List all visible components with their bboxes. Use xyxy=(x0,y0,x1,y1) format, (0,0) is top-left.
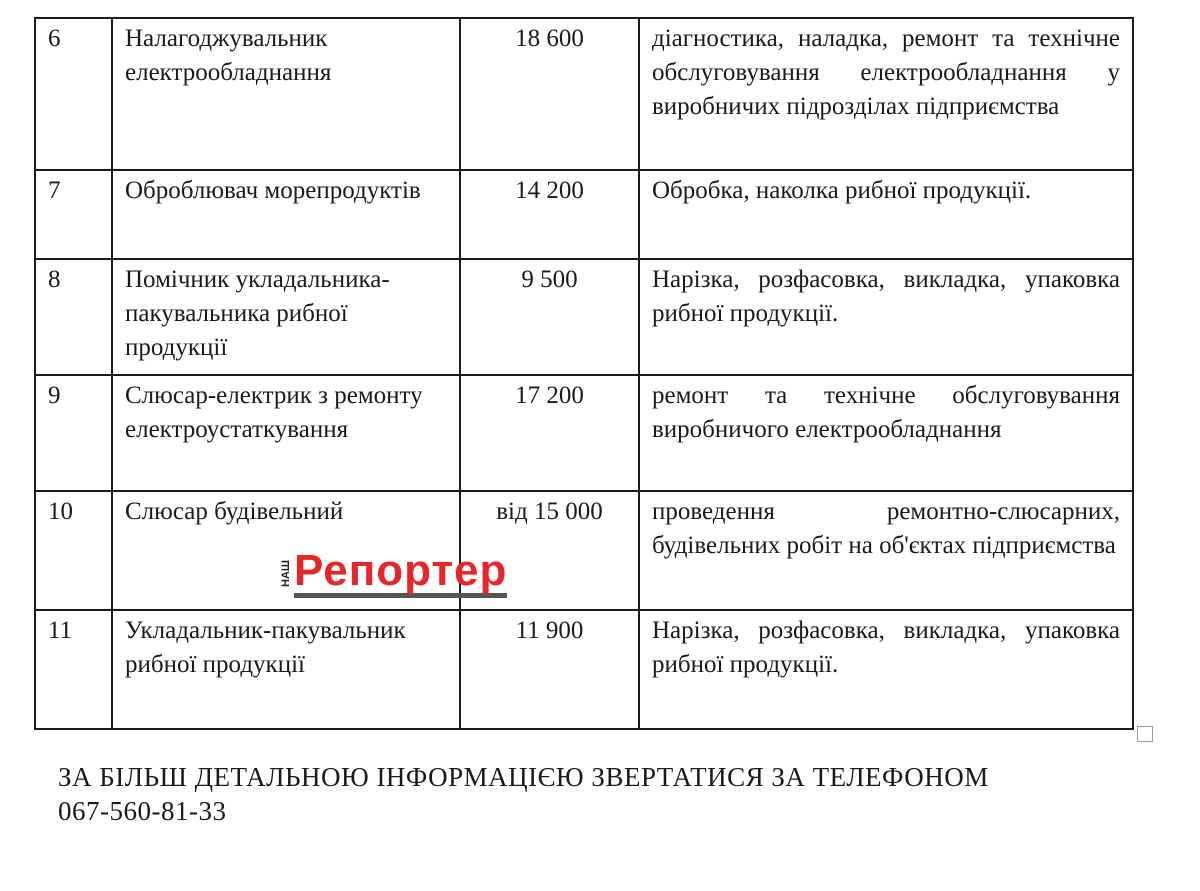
duties-description: діагностика, наладка, ремонт та технічне обслуговування електрообладнання у виробничих підрозділах підприємства xyxy=(639,18,1133,170)
duties-description: Нарізка, розфасовка, викладка, упаковка рибної продукції. xyxy=(639,610,1133,729)
vacancy-table xyxy=(34,17,1134,730)
duties-description: ремонт та технічне обслуговування виробничого електрообладнання xyxy=(639,375,1133,491)
salary-value: 17 200 xyxy=(460,375,639,491)
salary-value: 14 200 xyxy=(460,170,639,259)
job-title: Помічник укладальника-пакувальника рибної продукції xyxy=(112,259,460,375)
table-row xyxy=(35,491,1133,610)
salary-value: 9 500 xyxy=(460,259,639,375)
reporter-watermark-logo xyxy=(280,545,507,601)
duties-description: проведення ремонтно-слюсарних, будівельних робіт на об'єктах підприємства xyxy=(639,491,1133,610)
duties-description: Обробка, наколка рибної продукції. xyxy=(639,170,1133,259)
watermark-prefix: НАШ xyxy=(280,559,292,587)
watermark-text: Репортер xyxy=(294,549,507,598)
contact-heading: ЗА БІЛЬШ ДЕТАЛЬНОЮ ІНФОРМАЦІЄЮ ЗВЕРТАТИСЯ ЗА ТЕЛЕФОНОМ xyxy=(58,762,989,792)
row-number: 7 xyxy=(35,170,112,259)
table-row xyxy=(35,259,1133,375)
table-resize-handle[interactable] xyxy=(1137,726,1153,742)
job-title: Налагоджувальник електрообладнання xyxy=(112,18,460,170)
job-title: Оброблювач морепродуктів xyxy=(112,170,460,259)
row-number: 6 xyxy=(35,18,112,170)
job-title: Укладальник-пакувальник рибної продукції xyxy=(112,610,460,729)
job-title: Слюсар будівельний xyxy=(112,491,460,610)
salary-value: 18 600 xyxy=(460,18,639,170)
row-number: 9 xyxy=(35,375,112,491)
row-number: 8 xyxy=(35,259,112,375)
table-row xyxy=(35,18,1133,170)
table-row xyxy=(35,610,1133,729)
job-title: Слюсар-електрик з ремонту електроустаткування xyxy=(112,375,460,491)
table-row xyxy=(35,375,1133,491)
row-number: 11 xyxy=(35,610,112,729)
salary-value: 11 900 xyxy=(460,610,639,729)
contact-phone: 067-560-81-33 xyxy=(58,796,227,826)
contact-footer xyxy=(58,760,1138,828)
row-number: 10 xyxy=(35,491,112,610)
salary-value: від 15 000 xyxy=(460,491,639,610)
table-row xyxy=(35,170,1133,259)
duties-description: Нарізка, розфасовка, викладка, упаковка рибної продукції. xyxy=(639,259,1133,375)
